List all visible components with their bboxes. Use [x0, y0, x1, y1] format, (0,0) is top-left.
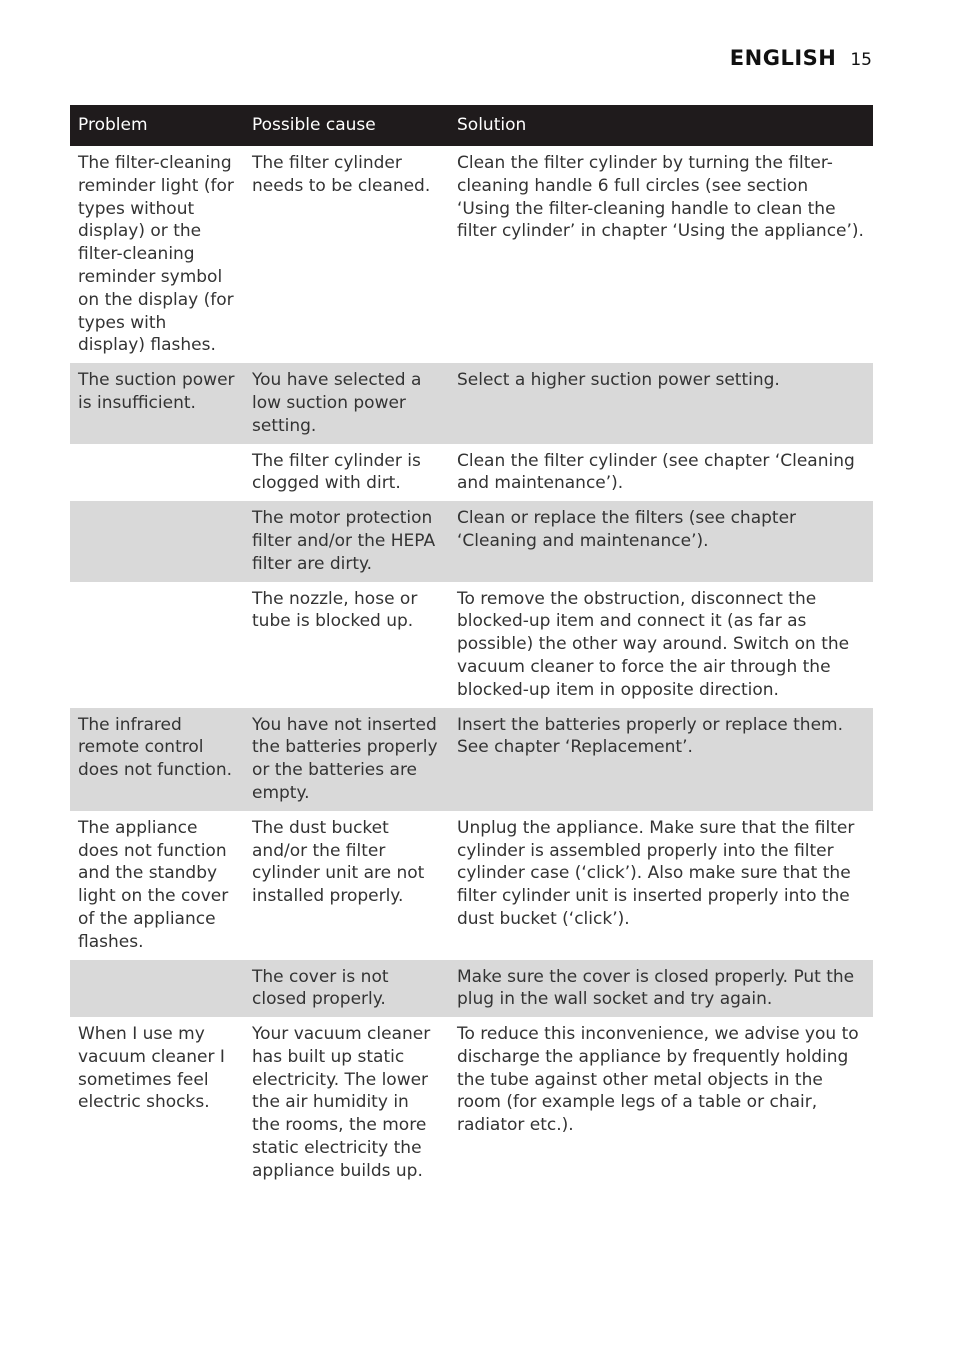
problem-cell: The filter-cleaning reminder light (for types without display) or the filter-cleaning reminder symbol on the display (for types with display) flashes.: [78, 153, 234, 356]
solution-cell: Clean or replace the filters (see chapter ‘Cleaning and maintenance’).: [449, 501, 873, 581]
problem-cell: [70, 444, 244, 502]
column-header-solution: Solution: [449, 105, 873, 146]
problem-cell: [70, 582, 244, 708]
table-row: [70, 363, 873, 443]
solution-cell: To reduce this inconvenience, we advise you to discharge the appliance by frequently holding the tube against other metal objects in the room (for example legs of a table or chair, radiator etc.).: [457, 1024, 859, 1136]
solution-cell: To remove the obstruction, disconnect the blocked-up item and connect it (as far as possible) the other way around. Switch on the vacuum cleaner to force the air through the blocked-up item in opposite direction.: [457, 588, 850, 700]
solution-cell: Unplug the appliance. Make sure that the filter cylinder is assembled properly into the filter cylinder case (‘click’). Also make sure that the filter cylinder unit is inserted properly into the dust bucket (‘click’).: [457, 817, 855, 929]
language-label: ENGLISH: [729, 46, 837, 70]
problem-cell: The suction power is insufficient.: [70, 363, 244, 443]
troubleshooting-table: [70, 105, 873, 1189]
table-body: [70, 146, 873, 1189]
cause-cell: The motor protection filter and/or the HEPA filter are dirty.: [244, 501, 449, 581]
table-row: [70, 582, 873, 708]
problem-cell: [70, 501, 244, 581]
cause-cell: The cover is not closed properly.: [244, 960, 449, 1018]
solution-cell: Clean the filter cylinder by turning the filter-cleaning handle 6 full circles (see section ‘Using the filter-cleaning handle to clean the filter cylinder’ in chapter ‘Using the appliance’).: [457, 153, 864, 242]
table-row: [70, 146, 873, 363]
solution-cell: Clean the filter cylinder (see chapter ‘Cleaning and maintenance’).: [457, 450, 855, 494]
table-header-row: [70, 105, 873, 146]
page-header: [730, 46, 872, 70]
table-row: [70, 960, 873, 1018]
table-row: [70, 708, 873, 811]
page-number: 15: [850, 50, 872, 70]
solution-cell: Make sure the cover is closed properly. Put the plug in the wall socket and try again.: [449, 960, 873, 1018]
problem-cell: The infrared remote control does not function.: [70, 708, 244, 811]
table-row: [70, 501, 873, 581]
column-header-cause: Possible cause: [244, 105, 449, 146]
table-row: [70, 444, 873, 502]
cause-cell: The nozzle, hose or tube is blocked up.: [252, 588, 418, 632]
cause-cell: The dust bucket and/or the filter cylinder unit are not installed properly.: [252, 817, 425, 907]
table-row: [70, 1017, 873, 1189]
problem-cell: When I use my vacuum cleaner I sometimes feel electric shocks.: [78, 1024, 225, 1113]
table-row: [70, 811, 873, 960]
column-header-problem: Problem: [70, 105, 244, 146]
problem-cell: [70, 960, 244, 1018]
cause-cell: The filter cylinder needs to be cleaned.: [252, 153, 431, 196]
solution-cell: Select a higher suction power setting.: [449, 363, 873, 443]
cause-cell: The filter cylinder is clogged with dirt.: [252, 450, 421, 494]
solution-cell: Insert the batteries properly or replace them. See chapter ‘Replacement’.: [449, 708, 873, 811]
problem-cell: The appliance does not function and the standby light on the cover of the appliance flashes.: [78, 817, 229, 952]
cause-cell: You have not inserted the batteries properly or the batteries are empty.: [244, 708, 449, 811]
cause-cell: Your vacuum cleaner has built up static electricity. The lower the air humidity in the rooms, the more static electricity the appliance builds up.: [252, 1024, 431, 1181]
cause-cell: You have selected a low suction power setting.: [244, 363, 449, 443]
